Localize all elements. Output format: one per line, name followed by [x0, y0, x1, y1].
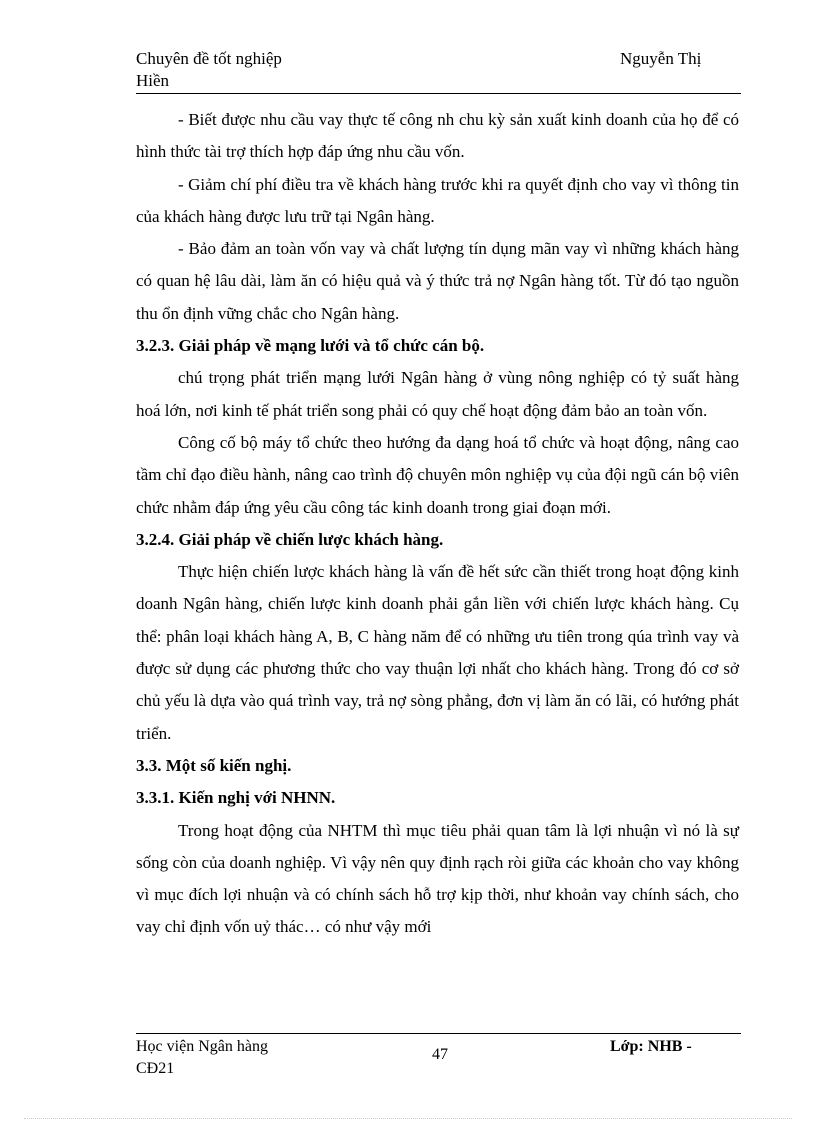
page-number: 47	[432, 1046, 448, 1063]
bullet-paragraph: - Giảm chí phí điều tra về khách hàng trước khi ra quyết định cho vay vì thông tin của khách hàng được lưu trữ tại Ngân hàng.	[136, 174, 739, 226]
header-rule	[136, 93, 741, 94]
header-author-wrap: Hiền	[136, 71, 170, 90]
footer-institution-wrap: CĐ21	[136, 1060, 175, 1077]
bullet-paragraph: - Biết được nhu cầu vay thực tế công nh chu kỳ sản xuất kinh doanh của họ để có hình thức tài trợ thích hợp đáp ứng nhu cầu vốn.	[136, 110, 739, 162]
page-edge-divider	[24, 1118, 792, 1119]
footer-rule	[136, 1033, 741, 1034]
section-heading-3-2-4: 3.2.4. Giải pháp về chiến lược khách hàng.	[136, 529, 444, 549]
bullet-paragraph: - Bảo đảm an toàn vốn vay và chất lượng tín dụng mãn vay vì những khách hàng có quan hệ lâu dài, làm ăn có hiệu quả và ý thức trả nợ Ngân hàng tốt. Từ đó tạo nguồn thu ổn định vững chắc cho Ngân hàng.	[136, 239, 739, 323]
footer-class-label: Lớp: NHB -	[610, 1038, 692, 1055]
body-paragraph: Thực hiện chiến lược khách hàng là vấn đề hết sức cần thiết trong hoạt động kinh doanh Ngân hàng, chiến lược kinh doanh phải gắn liền với chiến lược khách hàng. Cụ thể: phân loại khách hàng A, B, C hàng năm để có những ưu tiên trong qúa trình vay và được sử dụng các phương thức cho vay thuận lợi nhất cho khách hàng. Trong đó cơ sở chủ yếu là dựa vào quá trình vay, trả nợ sòng phẳng, đơn vị làm ăn có lãi, có hướng phát triển.	[136, 562, 739, 743]
section-heading-3-3-1: 3.3.1. Kiến nghị với NHNN.	[136, 788, 336, 808]
header-title: Chuyên đề tốt nghiệp	[136, 49, 282, 68]
header-author: Nguyễn Thị	[620, 49, 702, 68]
section-heading-3-2-3: 3.2.3. Giải pháp về mạng lưới và tổ chức cán bộ.	[136, 336, 485, 356]
page-body	[136, 104, 739, 944]
body-paragraph: Công cố bộ máy tổ chức theo hướng đa dạng hoá tổ chức và hoạt động, nâng cao tầm chỉ đạo điều hành, nâng cao trình độ chuyên môn nghiệp vụ của đội ngũ cán bộ viên chức nhằm đáp ứng yêu cầu công tác kinh doanh trong giai đoạn mới.	[136, 432, 739, 517]
body-paragraph: Trong hoạt động của NHTM thì mục tiêu phải quan tâm là lợi nhuận vì nó là sự sống còn của doanh nghiệp. Vì vậy nên quy định rạch ròi giữa các khoản cho vay không vì mục đích lợi nhuận và có chính sách hỗ trợ kịp thời, như khoản vay chính sách, cho vay chỉ định vốn uỷ thác… có như vậy mới	[136, 820, 739, 937]
footer-institution: Học viện Ngân hàng	[136, 1038, 268, 1055]
section-heading-3-3: 3.3. Một số kiến nghị.	[136, 755, 292, 775]
body-paragraph: chú trọng phát triển mạng lưới Ngân hàng ở vùng nông nghiệp có tỷ suất hàng hoá lớn, nơi kinh tế phát triển song phải có quy chế hoạt động đảm bảo an toàn vốn.	[136, 368, 739, 420]
